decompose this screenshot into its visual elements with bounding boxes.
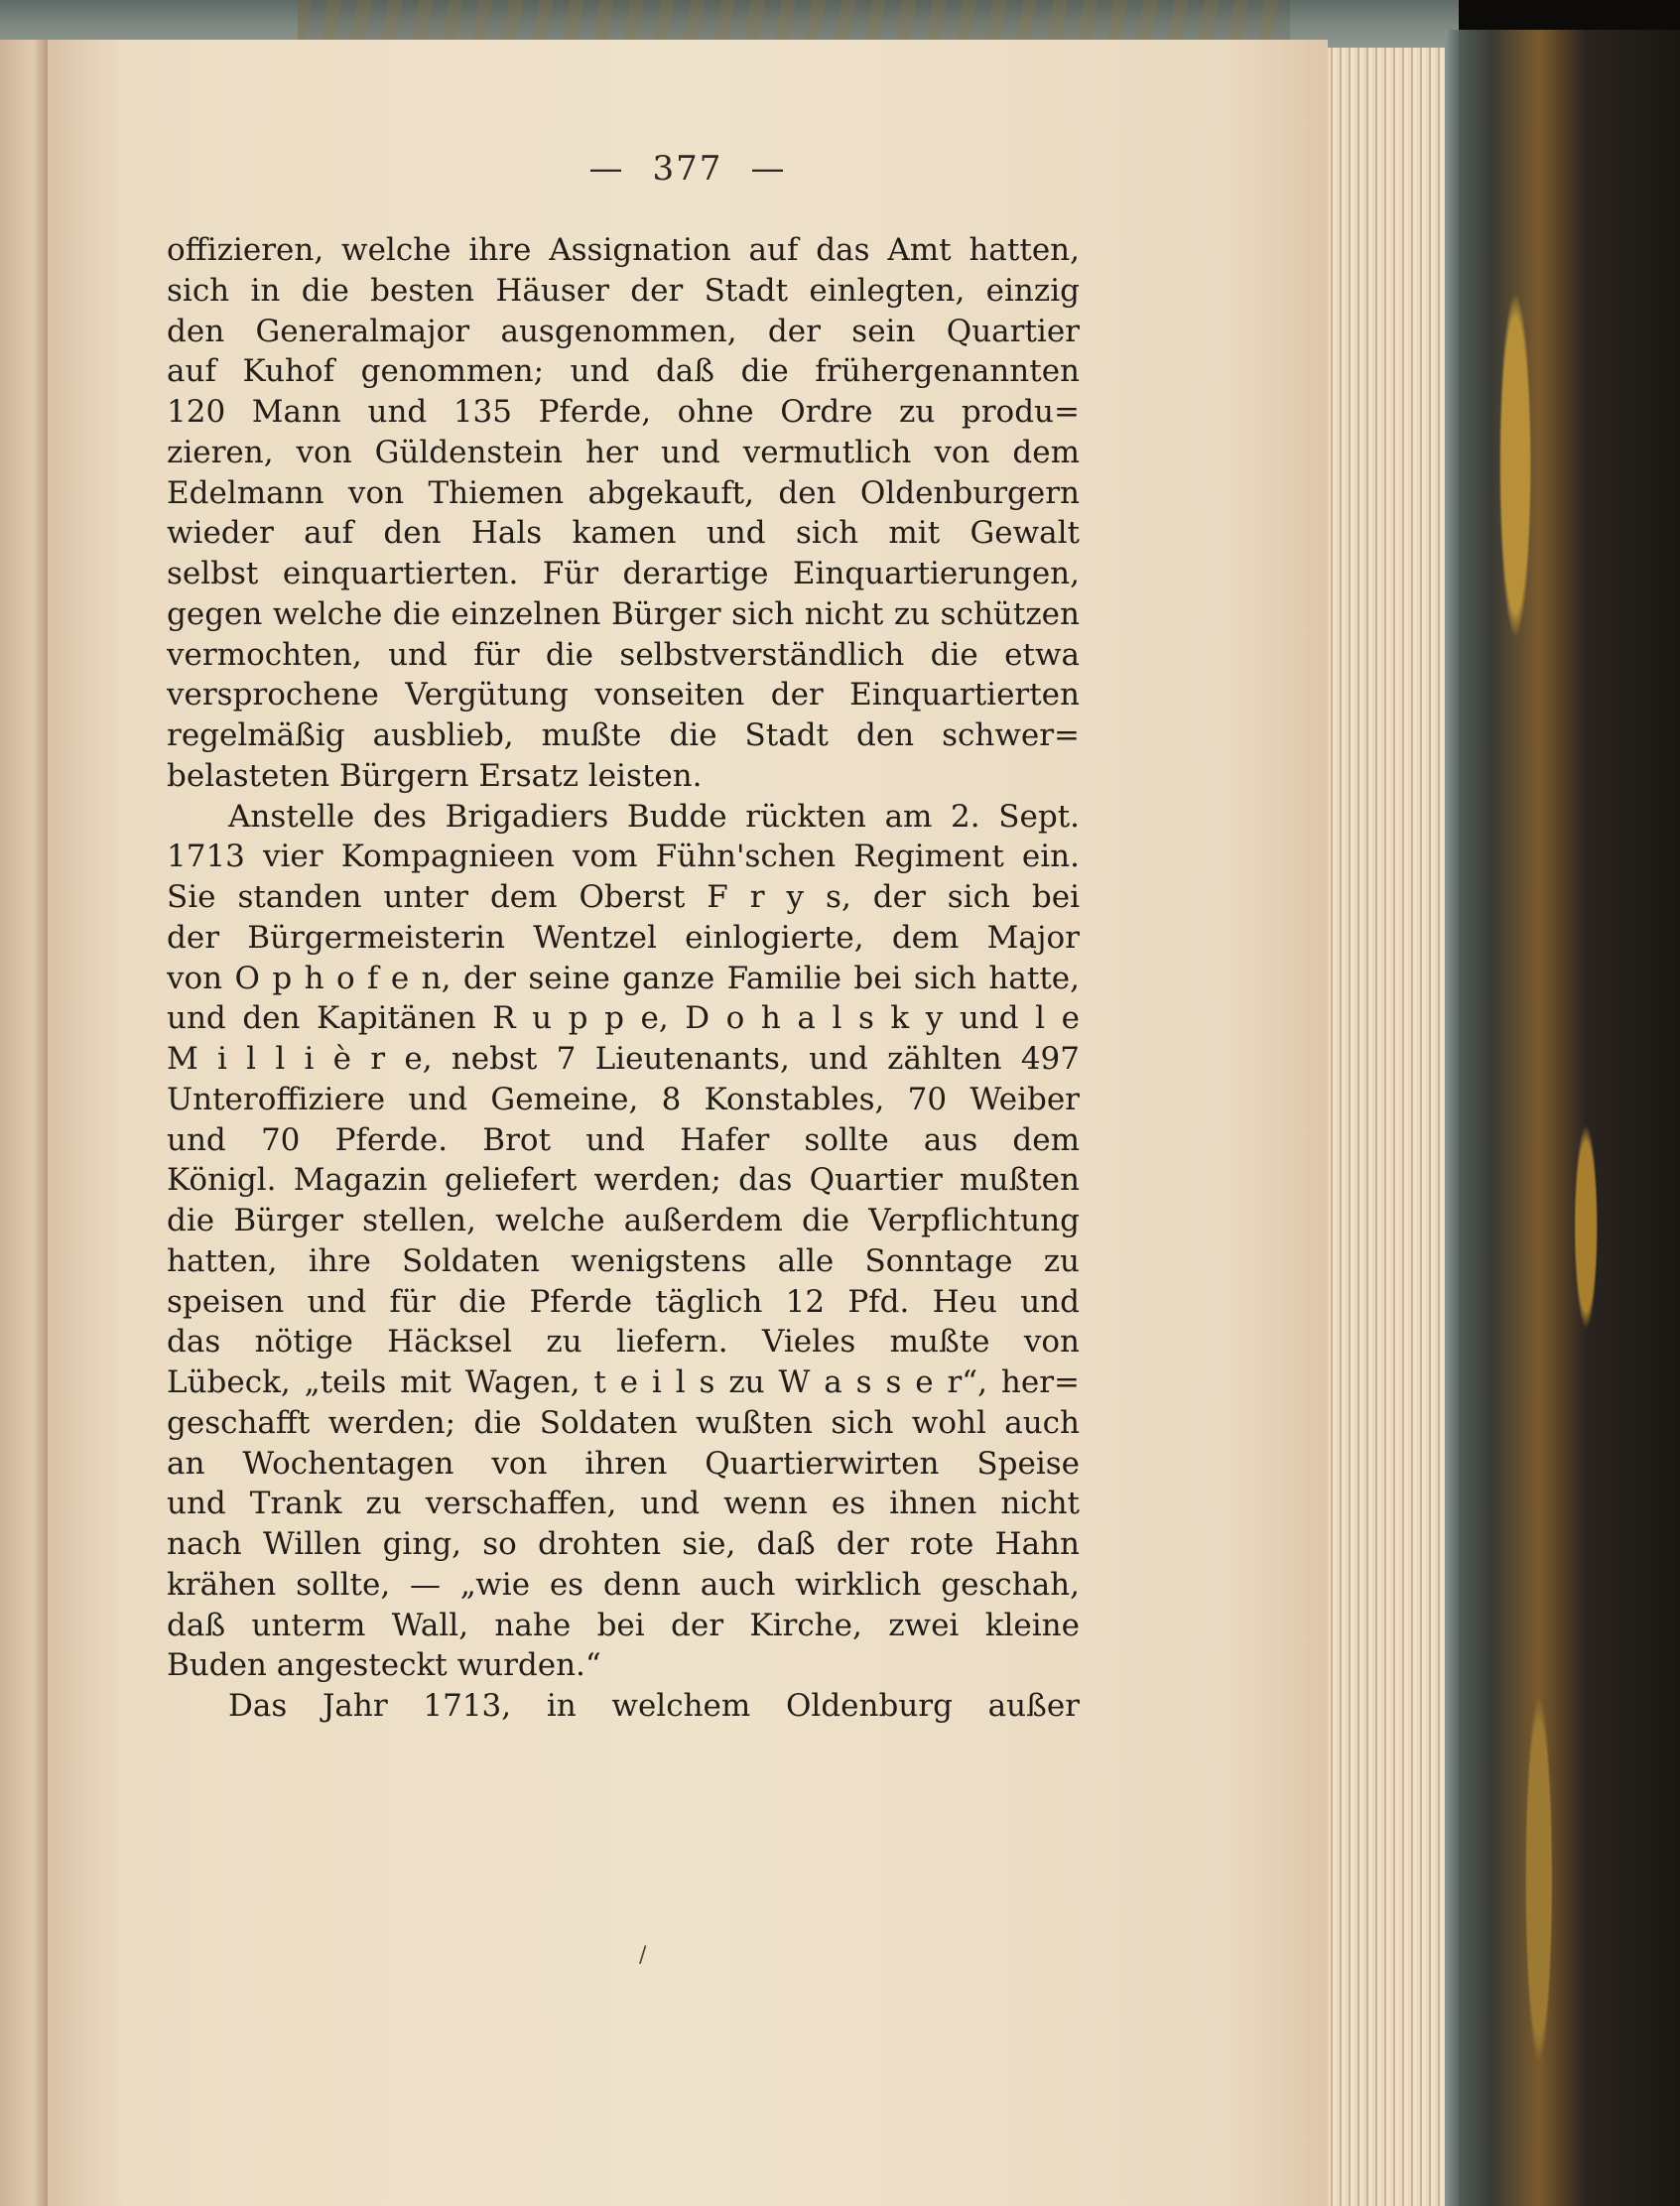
page-number-value: 377 — [652, 149, 723, 189]
text-line: belasteten Bürgern Ersatz leisten. — [167, 757, 703, 794]
text-line: regelmäßig ausblieb, mußte die Stadt den schwer= — [167, 717, 1080, 753]
text-line: 1713 vier Kompagnieen vom Fühn'schen Regiment ein. — [167, 839, 1080, 875]
text-line: Das Jahr 1713, in welchem Oldenburg außer — [228, 1688, 1080, 1724]
text-line: Buden angesteckt wurden.“ — [167, 1647, 601, 1684]
text-line: geschafft werden; die Soldaten wußten sich wohl auch — [167, 1404, 1080, 1441]
text-line: daß unterm Wall, nahe bei der Kirche, zwei kleine — [167, 1607, 1080, 1643]
text-line: und 70 Pferde. Brot und Hafer sollte aus dem — [167, 1121, 1080, 1158]
text-line: speisen und für die Pferde täglich 12 Pfd. Heu und — [167, 1283, 1080, 1320]
text-line: der Bürgermeisterin Wentzel einlogierte, dem Major — [167, 919, 1080, 956]
text-line: Edelmann von Thiemen abgekauft, den Oldenburgern — [167, 474, 1080, 511]
text-line: an Wochentagen von ihren Quartierwirten Speise — [167, 1445, 1080, 1482]
page-number-dash-left: — — [588, 149, 625, 189]
text-line: Königl. Magazin geliefert werden; das Quartier mußten — [167, 1162, 1080, 1199]
text-line: Lübeck, „teils mit Wagen, t e i l s zu W a s s e r“, her= — [167, 1364, 1080, 1400]
page-edges — [1328, 48, 1445, 2206]
text-line: M i l l i è r e, nebst 7 Lieutenants, und zählten 497 — [167, 1041, 1080, 1077]
text-line: den Generalmajor ausgenommen, der sein Quartier — [167, 313, 1080, 349]
text-line: offizieren, welche ihre Assignation auf das Amt hatten, — [167, 232, 1080, 268]
text-line: Sie standen unter dem Oberst F r y s, der sich bei — [167, 879, 1080, 915]
text-line: zieren, von Güldenstein her und vermutlich von dem — [167, 434, 1080, 470]
text-line: sich in die besten Häuser der Stadt einlegten, einzig — [167, 272, 1080, 309]
text-line: selbst einquartierten. Für derartige Einquartierungen, — [167, 556, 1080, 591]
text-line: vermochten, und für die selbstverständlich die etwa — [167, 636, 1080, 673]
page-footer-mark: / — [639, 1943, 647, 1968]
body-text — [167, 230, 1080, 1727]
text-line: gegen welche die einzelnen Bürger sich nicht zu schützen — [167, 595, 1080, 632]
marbled-cover-edge — [1445, 30, 1680, 2206]
text-line: von O p h o f e n, der seine ganze Familie bei sich hatte, — [167, 960, 1080, 996]
text-line: hatten, ihre Soldaten wenigstens alle Sonntage zu — [167, 1242, 1080, 1279]
text-line: krähen sollte, — „wie es denn auch wirklich geschah, — [167, 1566, 1080, 1603]
page-number-dash-right: — — [750, 149, 787, 189]
text-line: nach Willen ging, so drohten sie, daß der rote Hahn — [167, 1526, 1080, 1562]
text-line: auf Kuhof genommen; und daß die frühergenannten — [167, 353, 1080, 390]
text-line: Anstelle des Brigadiers Budde rückten am 2. Sept. — [228, 798, 1080, 835]
text-line: Unteroffiziere und Gemeine, 8 Konstables, 70 Weiber — [167, 1081, 1080, 1117]
text-line: die Bürger stellen, welche außerdem die Verpflichtung — [167, 1203, 1080, 1238]
text-line: und Trank zu verschaffen, und wenn es ihnen nicht — [167, 1486, 1080, 1522]
page-number — [48, 149, 1328, 189]
text-line: versprochene Vergütung vonseiten der Einquartierten — [167, 677, 1080, 714]
text-line: und den Kapitänen R u p p e, D o h a l s k y und l e — [167, 1000, 1080, 1037]
left-facing-page — [0, 40, 50, 2206]
text-line: 120 Mann und 135 Pferde, ohne Ordre zu produ= — [167, 394, 1080, 430]
text-line: das nötige Häcksel zu liefern. Vieles mußte von — [167, 1324, 1080, 1361]
text-line: wieder auf den Hals kamen und sich mit Gewalt — [167, 515, 1080, 552]
